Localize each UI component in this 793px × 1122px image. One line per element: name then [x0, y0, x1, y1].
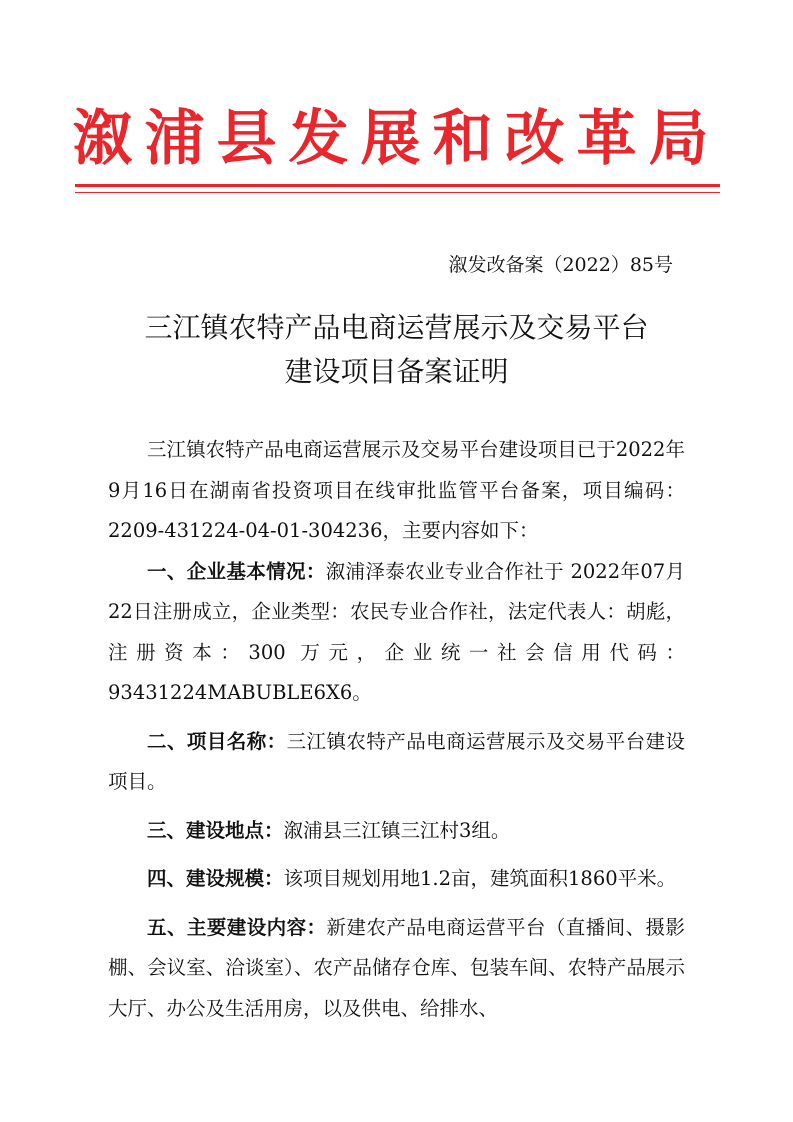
section-label: 二、项目名称： [147, 729, 287, 753]
section-scale [108, 859, 685, 900]
section-label: 四、建设规模： [147, 867, 284, 890]
section-text: 三江镇农特产品电商运营展示及交易平台建设项目。 [108, 729, 685, 793]
document-body [108, 430, 685, 1029]
section-label: 一、企业基本情况： [147, 559, 326, 583]
section-label: 三、建设地点： [147, 818, 284, 842]
section-text: 溆浦县三江镇三江村3组。 [283, 818, 511, 842]
section-project-name [108, 722, 685, 803]
document-title [100, 306, 693, 394]
title-line-1: 三江镇农特产品电商运营展示及交易平台 [144, 311, 649, 344]
section-label: 五、主要建设内容： [147, 915, 327, 939]
section-main-content [108, 908, 685, 1030]
masthead-rule-thick [75, 184, 720, 187]
masthead-org-name: 溆浦县发展和改革局 [72, 104, 721, 174]
section-text: 溆浦泽泰农业专业合作社于 2022年07月22日注册成立，企业类型：农民专业合作社，法定代表人：胡彪，注册资本：300 万元，企业统一社会信用代码：93431224MABUBLE6X6。 [108, 559, 685, 704]
section-enterprise-info [108, 552, 685, 714]
section-text: 新建农产品电商运营平台（直播间、摄影棚、会议室、洽谈室）、农产品储存仓库、包装车间、农特产品展示大厅、办公及生活用房，以及供电、给排水、 [108, 915, 685, 1020]
intro-paragraph: 三江镇农特产品电商运营展示及交易平台建设项目已于2022年9月16日在湖南省投资项目在线审批监管平台备案，项目编码：2209-431224-04-01-304236，主要内容如下： [108, 438, 685, 542]
section-text: 该项目规划用地1.2亩，建筑面积1860平米。 [283, 867, 677, 890]
section-location [108, 811, 685, 852]
masthead-rule-thin [75, 192, 720, 193]
document-number: 溆发改备案（2022）85号 [448, 254, 673, 276]
title-line-2: 建设项目备案证明 [284, 355, 509, 388]
